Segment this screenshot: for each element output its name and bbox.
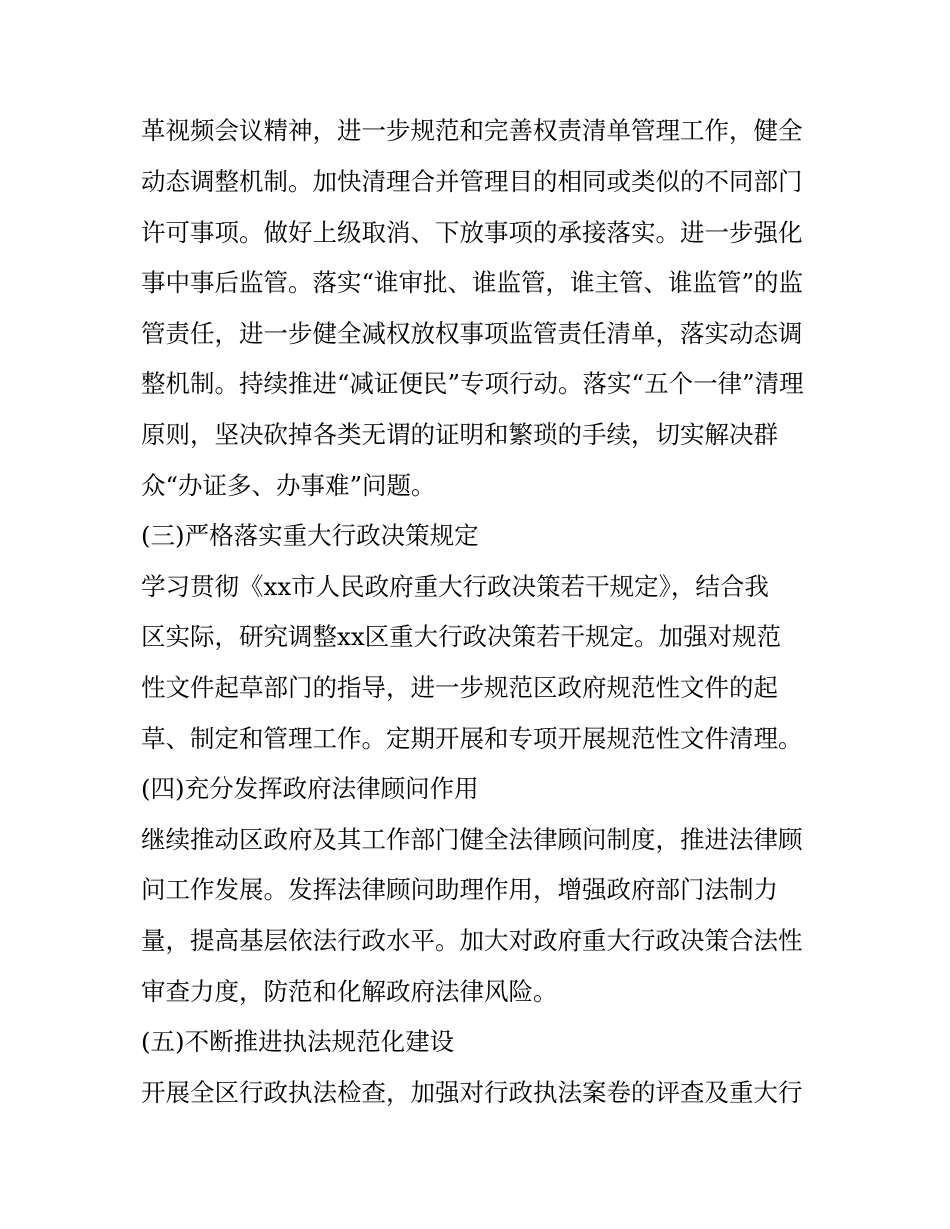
body-text-line: 管责任，进一步健全减权放权事项监管责任清单，落实动态调 <box>141 319 803 348</box>
body-text-line: 学习贯彻《xx市人民政府重大行政决策若干规定》，结合我 <box>141 572 769 601</box>
body-text-line: 问工作发展。发挥法律顾问助理作用，增强政府部门法制力 <box>141 875 778 904</box>
section-heading: (五)不断推进执法规范化建设 <box>141 1027 455 1056</box>
body-text-line: 革视频会议精神，进一步规范和完善权责清单管理工作，健全 <box>141 116 803 145</box>
body-text-line: 审查力度，防范和化解政府法律风险。 <box>141 977 558 1006</box>
body-text-line: 开展全区行政执法检查，加强对行政执法案卷的评查及重大行 <box>141 1078 803 1107</box>
section-heading: (四)充分发挥政府法律顾问作用 <box>141 774 479 803</box>
body-text-line: 整机制。持续推进“减证便民”专项行动。落实“五个一律”清理 <box>141 369 804 398</box>
body-text-line: 区实际，研究调整xx区重大行政决策若干规定。加强对规范 <box>141 622 782 651</box>
body-text-line: 量，提高基层依法行政水平。加大对政府重大行政决策合法性 <box>141 926 803 955</box>
body-text-line: 许可事项。做好上级取消、下放事项的承接落实。进一步强化 <box>141 218 803 247</box>
body-text-line: 众“办证多、办事难”问题。 <box>141 471 436 500</box>
body-text-line: 性文件起草部门的指导，进一步规范区政府规范性文件的起 <box>141 673 778 702</box>
section-heading: (三)严格落实重大行政决策规定 <box>141 521 479 550</box>
body-text-line: 原则，坚决砍掉各类无谓的证明和繁琐的手续，切实解决群 <box>141 420 778 449</box>
body-text-line: 事中事后监管。落实“谁审批、谁监管，谁主管、谁监管”的监 <box>141 268 804 297</box>
body-text-line: 草、制定和管理工作。定期开展和专项开展规范性文件清理。 <box>141 724 803 753</box>
body-text-line: 动态调整机制。加快清理合并管理目的相同或类似的不同部门 <box>141 167 803 196</box>
body-text-line: 继续推动区政府及其工作部门健全法律顾问制度，推进法律顾 <box>141 825 803 854</box>
